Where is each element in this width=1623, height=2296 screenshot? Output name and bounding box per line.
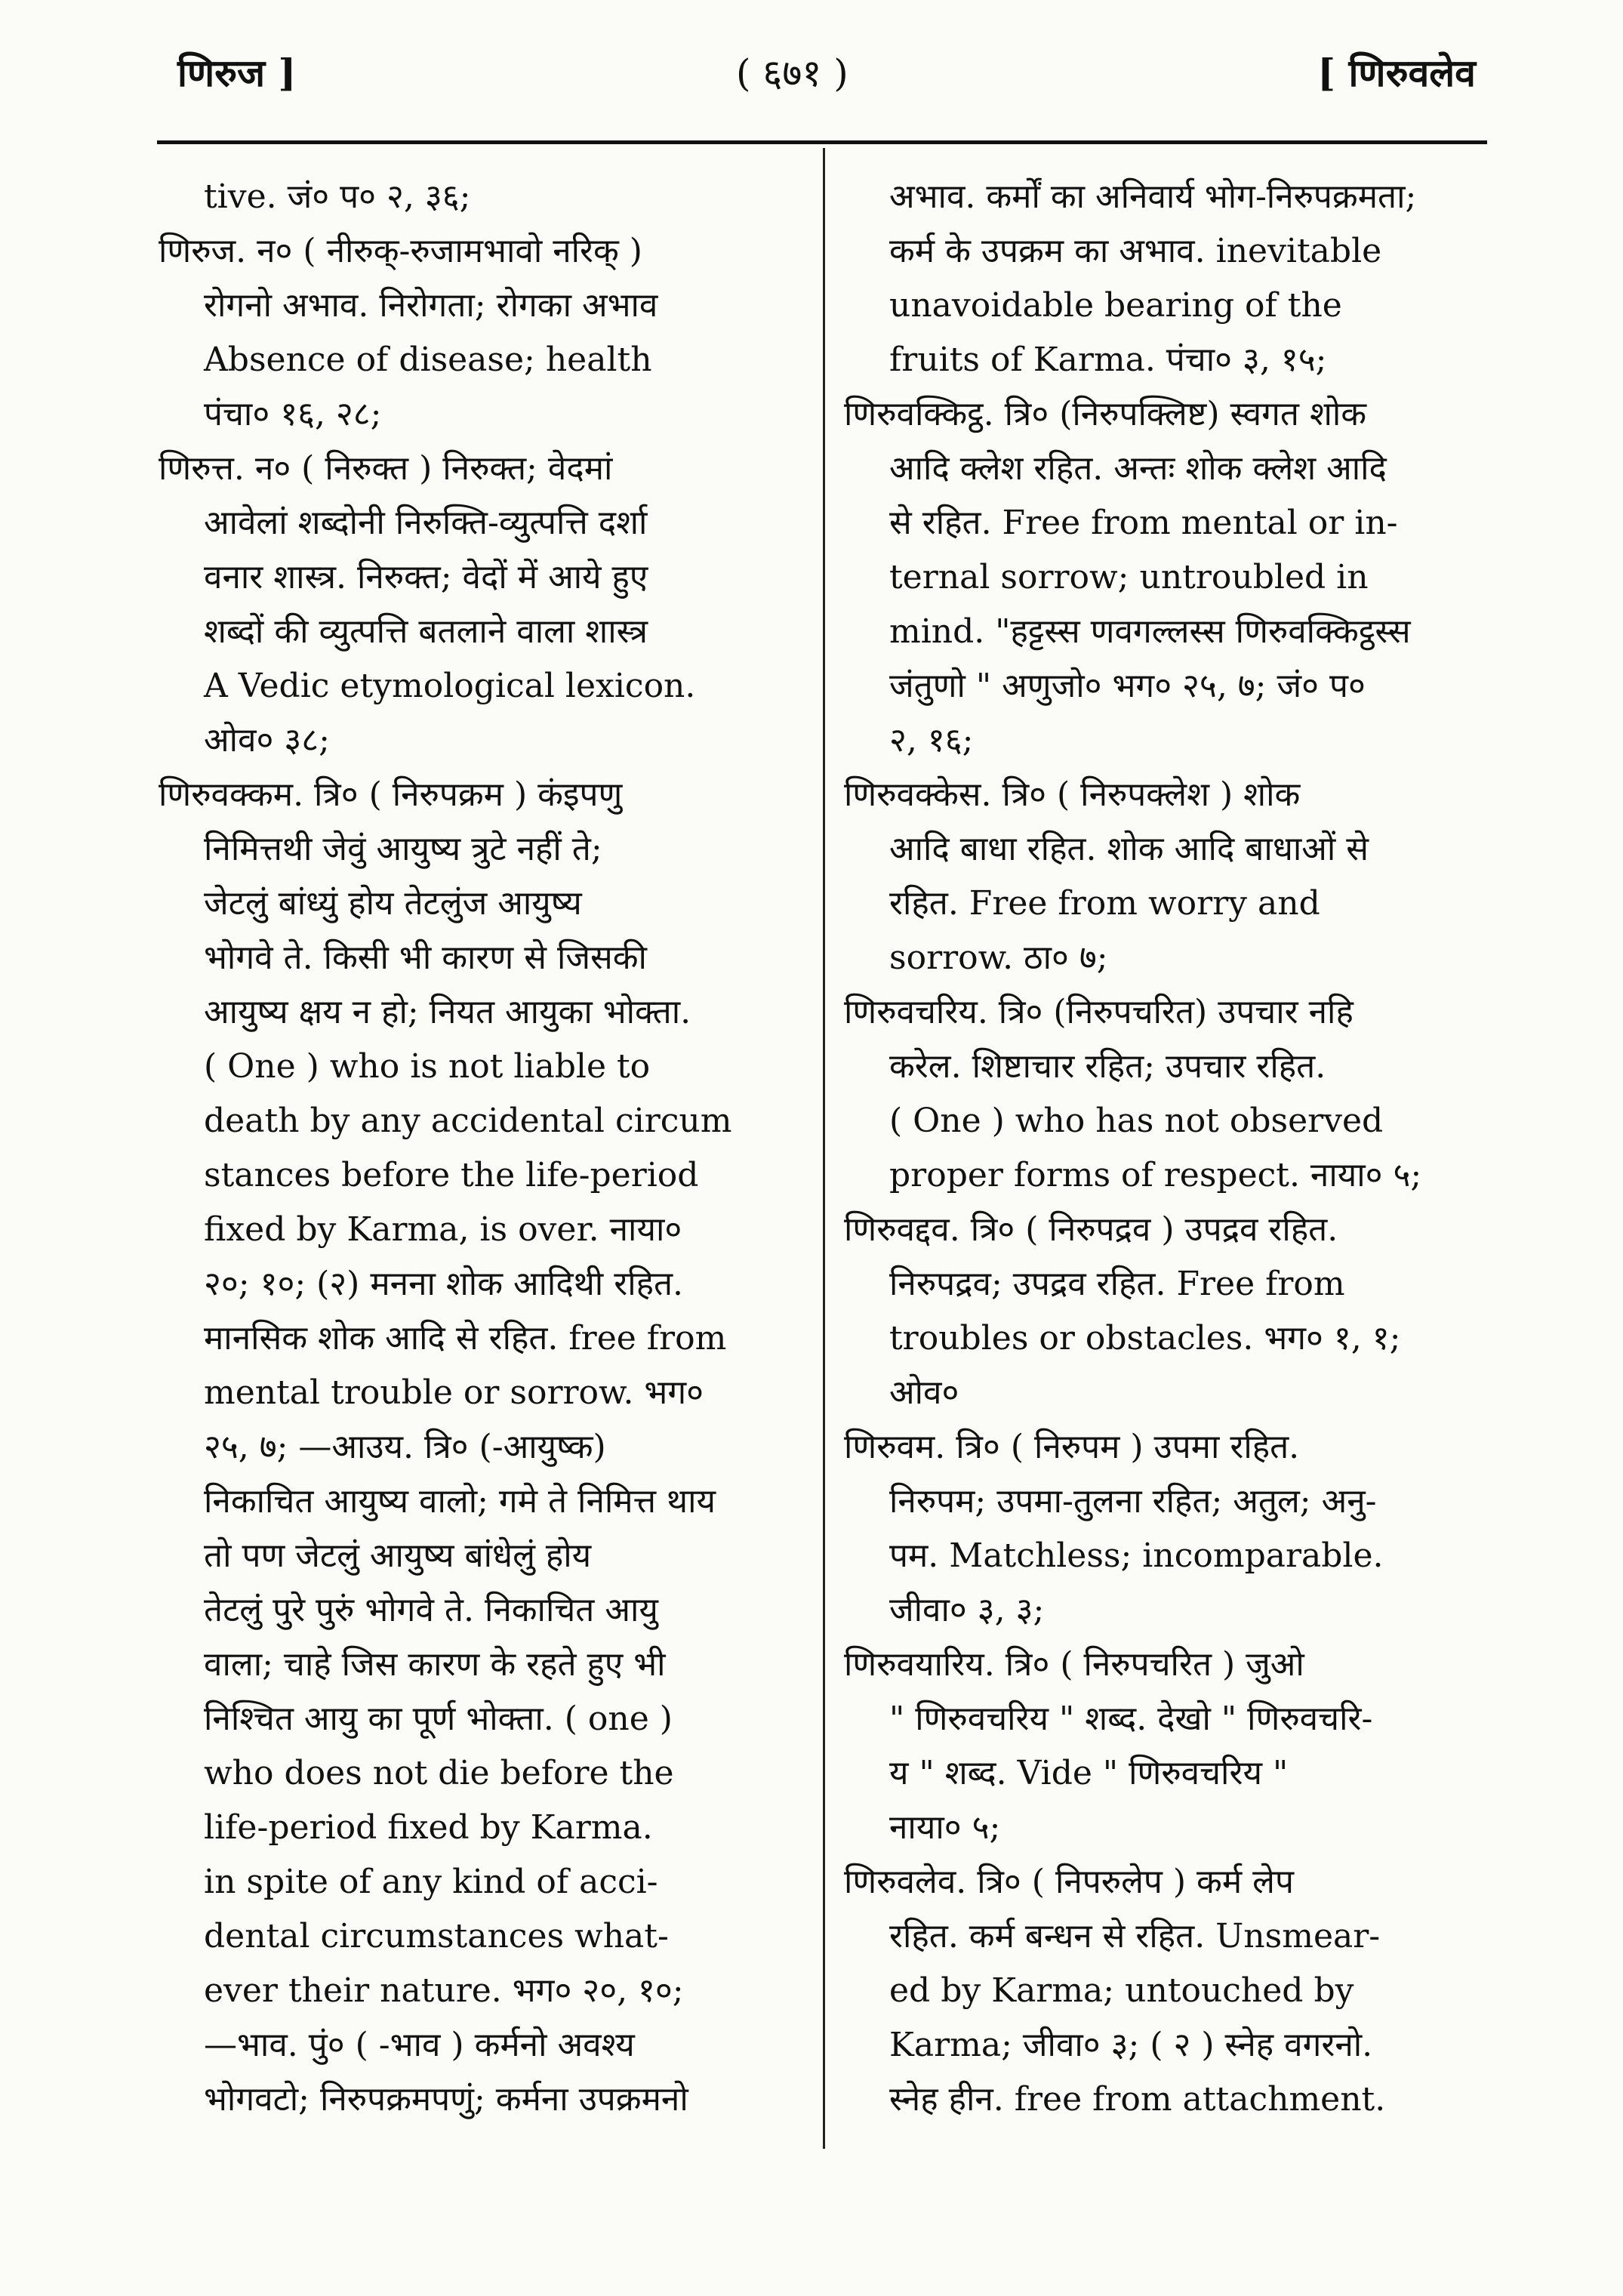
text-line: Karma; जीवा० ३; ( २ ) स्नेह वगरनो. <box>889 2026 1373 2064</box>
text-line: भोगवे ते. किसी भी कारण से जिसकी <box>204 938 647 977</box>
text-line: णिरुवक्किट्ठ. त्रि० (निरुपक्लिष्ट) स्वगत शोक <box>844 395 1367 433</box>
text-line: मानसिक शोक आदि से रहित. free from <box>204 1319 727 1358</box>
text-line: fixed by Karma, is over. नाया० <box>204 1210 682 1249</box>
text-line: नाया० ५; <box>889 1808 1001 1847</box>
text-line: णिरुवचरिय. त्रि० (निरुपचरित) उपचार नहि <box>844 993 1354 1031</box>
text-line: death by any accidental circum <box>204 1102 732 1140</box>
text-line: णिरुत्त. न० ( निरुक्त ) निरुक्त; वेदमां <box>159 449 613 488</box>
text-line: वाला; चाहे जिस कारण के रहते हुए भी <box>204 1645 666 1684</box>
text-line: tive. जं० प० २, ३६; <box>204 177 471 216</box>
text-line: शब्दों की व्युत्पत्ति बतलाने वाला शास्त्र <box>204 612 648 651</box>
text-line: A Vedic etymological lexicon. <box>204 667 696 705</box>
text-line: Absence of disease; health <box>204 341 652 379</box>
text-line: करेल. शिष्टाचार रहित; उपचार रहित. <box>889 1047 1326 1086</box>
text-line: २५, ७; —आउय. त्रि० (-आयुष्क) <box>204 1428 606 1466</box>
text-line: आवेलां शब्दोनी निरुक्ति-व्युत्पत्ति दर्शा <box>204 504 648 542</box>
text-line: ( One ) who has not observed <box>889 1102 1384 1140</box>
text-line: तो पण जेटलुं आयुष्य बांधेलुं होय <box>204 1536 592 1575</box>
text-line: —भाव. पुं० ( -भाव ) कर्मनो अवश्य <box>204 2026 635 2064</box>
page-header <box>155 39 1483 107</box>
text-line: ( One ) who is not liable to <box>204 1047 651 1086</box>
text-line: जेटलुं बांध्युं होय तेटलुंज आयुष्य <box>204 884 582 923</box>
text-line: रोगनो अभाव. निरोगता; रोगका अभाव <box>204 286 658 325</box>
text-line: णिरुवक्कम. त्रि० ( निरुपक्रम ) कंइपणु <box>159 775 623 814</box>
text-line: पंचा० १६, २८; <box>204 395 382 433</box>
page-number: ( ६७१ ) <box>736 51 848 95</box>
text-line: णिरुवम. त्रि० ( निरुपम ) उपमा रहित. <box>844 1428 1300 1466</box>
text-line: ed by Karma; untouched by <box>889 1971 1354 2010</box>
text-line: निरुपम; उपमा-तुलना रहित; अतुल; अनु- <box>889 1482 1377 1521</box>
text-line: २, १६; <box>889 721 974 760</box>
text-line: भोगवटो; निरुपक्रमपणुं; कर्मना उपक्रमनो <box>204 2080 688 2119</box>
text-line: रहित. कर्म बन्धन से रहित. Unsmear- <box>889 1917 1381 1955</box>
text-line: ओव० ३८; <box>204 721 330 760</box>
text-line: fruits of Karma. पंचा० ३, १५; <box>889 341 1327 379</box>
text-line: sorrow. ठा० ७; <box>889 938 1108 977</box>
text-line: ओव० <box>889 1373 959 1412</box>
text-line: य " शब्द. Vide " णिरुवचरिय " <box>889 1754 1289 1792</box>
column-divider <box>823 148 825 2149</box>
text-line: रहित. Free from worry and <box>889 884 1320 923</box>
header-left-guide-word: णिरुज ] <box>177 51 297 95</box>
text-line: णिरुवलेव. त्रि० ( निपरुलेप ) कर्म लेप <box>844 1863 1294 1901</box>
text-line: जीवा० ३, ३; <box>889 1591 1045 1629</box>
text-line: who does not die before the <box>204 1754 674 1792</box>
text-line: पम. Matchless; incomparable. <box>889 1536 1384 1575</box>
text-line: वनार शास्त्र. निरुक्त; वेदों में आये हुए <box>204 558 648 596</box>
text-line: णिरुवक्केस. त्रि० ( निरुपक्लेश ) शोक <box>844 775 1301 814</box>
text-line: आदि बाधा रहित. शोक आदि बाधाओं से <box>889 830 1369 868</box>
header-rule <box>157 140 1487 144</box>
text-line: णिरुज. न० ( नीरुक्-रुजामभावो नरिक् ) <box>159 232 642 270</box>
header-right-guide-word: [ णिरुवलेव <box>1317 51 1476 95</box>
text-line: स्नेह हीन. free from attachment. <box>889 2080 1386 2119</box>
text-line: आयुष्य क्षय न हो; नियत आयुका भोक्ता. <box>204 993 691 1031</box>
left-column <box>159 170 804 2127</box>
text-line: troubles or obstacles. भग० १, १; <box>889 1319 1401 1358</box>
text-line: निरुपद्रव; उपद्रव रहित. Free from <box>889 1265 1345 1303</box>
text-line: निमित्तथी जेवुं आयुष्य त्रुटे नहीं ते; <box>204 830 602 868</box>
text-line: तेटलुं पुरे पुरुं भोगवे ते. निकाचित आयु <box>204 1591 658 1629</box>
text-line: mind. "हट्टस्स णवगल्लस्स णिरुवक्किट्ठस्स <box>889 612 1411 651</box>
text-line: " णिरुवचरिय " शब्द. देखो " णिरुवचरि- <box>889 1700 1373 1738</box>
text-line: ever their nature. भग० २०, १०; <box>204 1971 684 2010</box>
right-column <box>844 170 1480 2127</box>
text-line: २०; १०; (२) मनना शोक आदिथी रहित. <box>204 1265 684 1303</box>
text-line: unavoidable bearing of the <box>889 286 1342 325</box>
text-line: mental trouble or sorrow. भग० <box>204 1373 704 1412</box>
text-line: stances before the life-period <box>204 1156 699 1194</box>
text-line: in spite of any kind of acci- <box>204 1863 658 1901</box>
text-line: जंतुणो " अणुजो० भग० २५, ७; जं० प० <box>889 667 1366 705</box>
text-line: अभाव. कर्मों का अनिवार्य भोग-निरुपक्रमता; <box>889 177 1417 216</box>
text-line: से रहित. Free from mental or in- <box>889 504 1398 542</box>
text-line: ternal sorrow; untroubled in <box>889 558 1369 596</box>
text-line: निकाचित आयुष्य वालो; गमे ते निमित्त थाय <box>204 1482 716 1521</box>
text-line: कर्म के उपक्रम का अभाव. inevitable <box>889 232 1382 270</box>
text-line: आदि क्लेश रहित. अन्तः शोक क्लेश आदि <box>889 449 1387 488</box>
text-line: णिरुवद्दव. त्रि० ( निरुपद्रव ) उपद्रव रहित. <box>844 1210 1338 1249</box>
text-line: निश्चित आयु का पूर्ण भोक्ता. ( one ) <box>204 1700 673 1738</box>
text-line: dental circumstances what- <box>204 1917 669 1955</box>
text-line: life-period fixed by Karma. <box>204 1808 653 1847</box>
text-line: णिरुवयारिय. त्रि० ( निरुपचरित ) जुओ <box>844 1645 1304 1684</box>
text-line: proper forms of respect. नाया० ५; <box>889 1156 1422 1194</box>
